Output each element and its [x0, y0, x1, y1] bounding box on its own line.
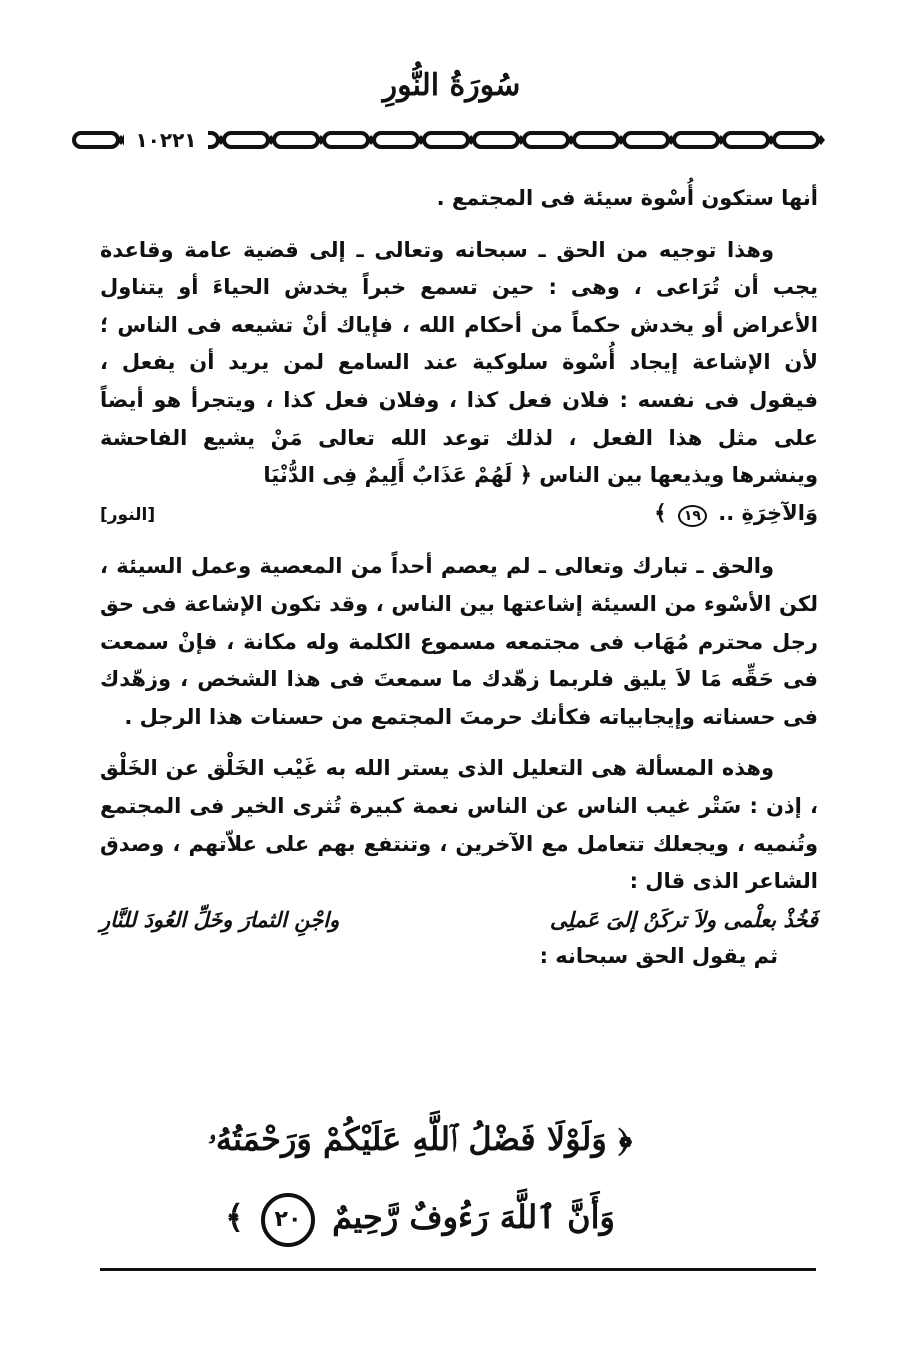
- surah-title: سُورَةُ النُّورِ: [382, 68, 521, 103]
- quran-line-2-text: وَأَنَّ ٱللَّهَ رَءُوفٌ رَّحِيمٌ: [332, 1198, 615, 1236]
- quran-line-2: [140, 1178, 700, 1256]
- quran-line-1: ﴿ وَلَوْلَا فَضْلُ ٱللَّهِ عَلَيْكُمْ وَرَحْمَتُهُۥ: [207, 1120, 633, 1158]
- verse-end: [654, 495, 818, 533]
- chain-link: [474, 133, 518, 147]
- verse-reference-line: [100, 495, 818, 535]
- quran-verse-block: [140, 1100, 700, 1256]
- transition-line: ثم يقول الحق سبحانه :: [539, 944, 778, 969]
- paragraph-4: وهذه المسألة هى التعليل الذى يستر الله به غَيْب الخَلْق عن الخَلْق ، إذن : سَتْر غيب الناس عن الناس نعمة كبيرة تُثرى الخير فى المجتمع وتُنميه ، ويجعلك تتعامل مع الآخرين ، وتنتفع بهم على علاّتهم ، وصدق الشاعر الذى قال :: [100, 756, 818, 894]
- paragraph-1: أنها ستكون أُسْوة سيئة فى المجتمع .: [436, 186, 818, 210]
- footer-rule: [100, 1268, 816, 1271]
- ayah-number-badge: ١٩: [678, 505, 707, 527]
- surah-reference: [النور]: [100, 504, 156, 525]
- chain-link: [674, 133, 718, 147]
- paragraph-2: وهذا توجيه من الحق ـ سبحانه وتعالى ـ إلى قضية عامة وقاعدة يجب أن تُرَاعى ، وهى : حين تسمع خبراً يخدش الحياءَ أو يتناول الأعراض أو يخدش حكماً من أحكام الله ، فإياك أنْ تشيعه فى الناس ؛ لأن الإشاعة إيجاد أُسْوة سلوكية عند السامع لمن يريد أن يفعل ، فيقول فى نفسه : فلان فعل كذا ، وفلان فعل كذا ، ويتجرأ هو أيضاً على مثل هذا الفعل ، لذلك توعد الله تعالى مَنْ يشيع الفاحشة وينشرها ويذيعها بين الناس ﴿ لَهُمْ عَذَابٌ أَلِيمٌ فِى الدُّنْيَا: [100, 237, 818, 488]
- poem-second-hemistich: واجْنِ الثمارَ وخَلِّ العُودَ للنَّارِ: [100, 906, 340, 932]
- chain-link: [574, 133, 618, 147]
- chain-link: [74, 133, 118, 147]
- chain-link: [224, 133, 268, 147]
- chain-link: [324, 133, 368, 147]
- quran-closing-bracket: ﴾: [225, 1198, 244, 1236]
- poem-first-hemistich: فَخُذْ بعلْمى ولاَ تركَنْ إلىَ عَملِى: [549, 906, 818, 932]
- chain-link: [624, 133, 668, 147]
- chain-link: [374, 133, 418, 147]
- chain-link: [274, 133, 318, 147]
- paragraph-3: والحق ـ تبارك وتعالى ـ لم يعصم أحداً من المعصية وعمل السيئة ، لكن الأسْوء من السيئة إشاعتها بين الناس ، وقد تكون الإشاعة فى حق رجل محترم مُهَاب فى مجتمعه مسموع الكلمة وله مكانة ، فإنْ سمعت فى حَقِّه مَا لاَ يليق فلربما زهّدك ما سمعتَ فى هذا الشخص ، وزهّدك فى حسناته وإيجابياته فكأنك حرمتَ المجتمع من حسنات هذا الرجل .: [100, 554, 818, 729]
- chain-link: [774, 133, 818, 147]
- verse-closing-bracket-icon: ﴾: [654, 500, 667, 525]
- verse-end-text: وَالآخِرَةِ ..: [718, 500, 818, 525]
- chain-link: [524, 133, 568, 147]
- quran-ayah-number-badge: ٢٠: [261, 1193, 315, 1247]
- page-number: ١٠٢٢١: [124, 128, 208, 152]
- poem-verse: [100, 901, 818, 939]
- body-text: [100, 180, 818, 976]
- chain-link: [424, 133, 468, 147]
- chain-link: [724, 133, 768, 147]
